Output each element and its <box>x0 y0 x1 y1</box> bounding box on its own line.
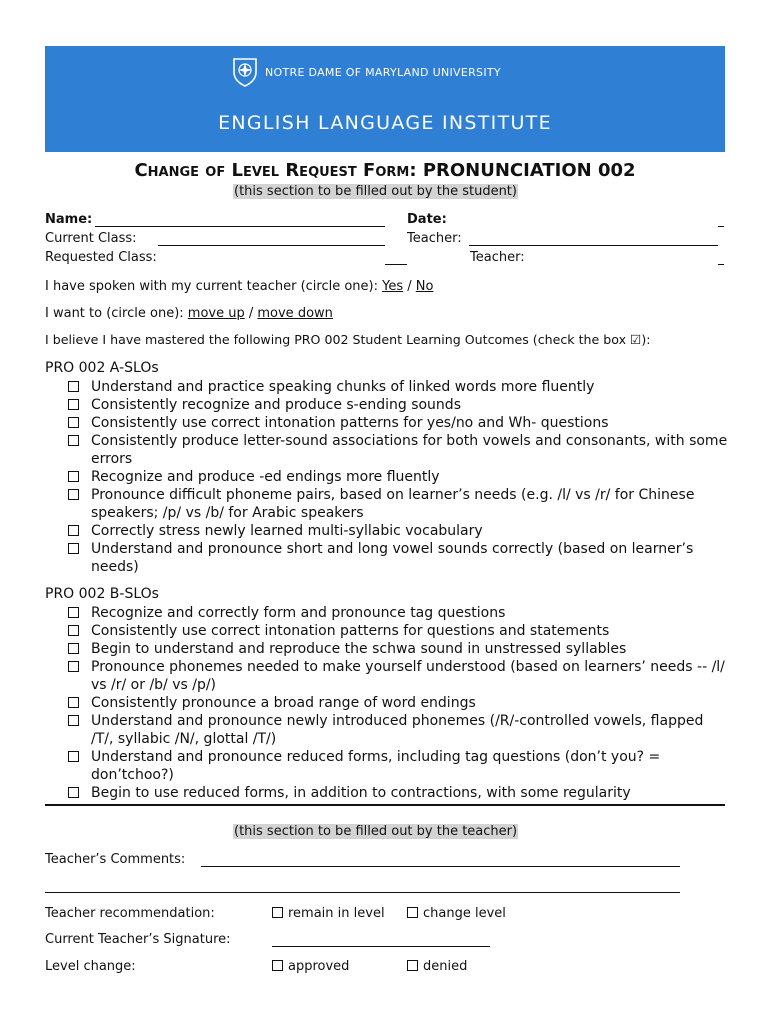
header-banner <box>45 46 725 152</box>
remain-in-level-option[interactable] <box>272 906 385 921</box>
spoken-separator: / <box>403 279 416 294</box>
slo-checkbox[interactable] <box>68 751 79 762</box>
slo-checkbox[interactable] <box>68 625 79 636</box>
slo-item <box>68 378 728 396</box>
name-label: Name: <box>45 212 93 227</box>
slo-text: Correctly stress newly learned multi-syllabic vocabulary <box>91 523 483 539</box>
slo-text: Begin to use reduced forms, in addition to contractions, with some regularity <box>91 785 631 801</box>
approved-checkbox[interactable] <box>272 960 283 971</box>
denied-option[interactable] <box>407 959 467 974</box>
slo-item <box>68 784 728 802</box>
move-separator: / <box>244 306 258 321</box>
level-change-label: Level change: <box>45 959 136 974</box>
yes-option[interactable]: Yes <box>382 279 404 294</box>
university-shield-icon <box>232 57 258 87</box>
slo-checkbox[interactable] <box>68 543 79 554</box>
date-field[interactable] <box>718 226 724 227</box>
slo-text: Recognize and correctly form and pronounce tag questions <box>91 605 506 621</box>
teacher-comments-label: Teacher’s Comments: <box>45 852 186 867</box>
a-slos-heading: PRO 002 A-SLOs <box>45 360 159 376</box>
slo-item <box>68 748 728 784</box>
slo-item <box>68 640 728 658</box>
teacher-field[interactable] <box>469 245 718 246</box>
slo-text: Recognize and produce -ed endings more fluently <box>91 469 440 485</box>
student-section-note: (this section to be filled out by the student) <box>234 184 517 199</box>
move-question-text: I want to (circle one): <box>45 306 188 321</box>
slo-checkbox[interactable] <box>68 661 79 672</box>
slo-checkbox[interactable] <box>68 715 79 726</box>
slo-text: Consistently produce letter-sound associations for both vowels and consonants, with some errors <box>91 433 728 467</box>
approved-option[interactable] <box>272 959 349 974</box>
slo-text: Consistently pronounce a broad range of word endings <box>91 695 476 711</box>
slo-checkbox[interactable] <box>68 399 79 410</box>
slo-checkbox[interactable] <box>68 607 79 618</box>
slo-item <box>68 432 728 468</box>
teacher-section-note: (this section to be filled out by the teacher) <box>234 824 518 839</box>
teacher-label: Teacher: <box>407 231 462 246</box>
slo-checkbox[interactable] <box>68 525 79 536</box>
recommendation-label: Teacher recommendation: <box>45 906 215 921</box>
slo-checkbox[interactable] <box>68 643 79 654</box>
slo-item <box>68 694 728 712</box>
approved-label: approved <box>288 959 350 974</box>
slo-checkbox[interactable] <box>68 381 79 392</box>
slo-text: Consistently recognize and produce s-ending sounds <box>91 397 461 413</box>
move-up-option[interactable]: move up <box>187 306 245 321</box>
slo-item <box>68 486 728 522</box>
remain-label: remain in level <box>288 906 385 921</box>
slo-checkbox[interactable] <box>68 787 79 798</box>
change-level-option[interactable] <box>407 906 506 921</box>
slo-text: Pronounce difficult phoneme pairs, based on learner’s needs (e.g. /l/ vs /r/ for Chinese speakers; /p/ vs /b/ for Arabic speakers <box>91 487 695 521</box>
slo-text: Consistently use correct intonation patterns for yes/no and Wh- questions <box>91 415 609 431</box>
spoken-question-text: I have spoken with my current teacher (circle one): <box>45 279 383 294</box>
move-question <box>45 306 333 321</box>
current-class-field[interactable] <box>158 245 385 246</box>
b-slos-list <box>68 604 728 802</box>
change-label: change level <box>423 906 506 921</box>
slo-text: Understand and practice speaking chunks of linked words more fluently <box>91 379 595 395</box>
signature-field[interactable] <box>272 946 490 947</box>
a-slos-list <box>68 378 728 576</box>
spoken-question <box>45 279 433 294</box>
form-title <box>0 160 770 181</box>
date-label: Date: <box>407 212 447 227</box>
slo-text: Understand and pronounce newly introduced phonemes (/R/-controlled vowels, flapped /T/, syllabic /N/, glottal /T/) <box>91 713 704 747</box>
denied-checkbox[interactable] <box>407 960 418 971</box>
slo-text: Understand and pronounce reduced forms, including tag questions (don’t you? = don’tchoo?) <box>91 749 661 783</box>
university-name: NOTRE DAME OF MARYLAND UNIVERSITY <box>265 66 501 79</box>
slo-checkbox[interactable] <box>68 417 79 428</box>
slo-text: Consistently use correct intonation patterns for questions and statements <box>91 623 610 639</box>
form-title-subject: : PRONUNCIATION 002 <box>409 160 636 181</box>
slo-text: Begin to understand and reproduce the schwa sound in unstressed syllables <box>91 641 627 657</box>
name-field[interactable] <box>95 226 385 227</box>
slo-item <box>68 712 728 748</box>
slo-item <box>68 468 728 486</box>
teacher2-label: Teacher: <box>470 250 525 265</box>
teacher-comments-field[interactable] <box>201 866 680 867</box>
slo-text: Understand and pronounce short and long vowel sounds correctly (based on learner’s needs) <box>91 541 694 575</box>
no-option[interactable]: No <box>415 279 434 294</box>
institute-name: ENGLISH LANGUAGE INSTITUTE <box>218 112 552 134</box>
requested-class-label: Requested Class: <box>45 250 157 265</box>
teacher2-field[interactable] <box>718 264 724 265</box>
move-down-option[interactable]: move down <box>257 306 333 321</box>
slo-item <box>68 414 728 432</box>
slo-checkbox[interactable] <box>68 697 79 708</box>
slo-text: Pronounce phonemes needed to make yourself understood (based on learners’ needs -- /l/ vs /r/ or /b/ vs /p/) <box>91 659 725 693</box>
remain-checkbox[interactable] <box>272 907 283 918</box>
slo-item <box>68 540 728 576</box>
signature-label: Current Teacher’s Signature: <box>45 932 231 947</box>
slo-checkbox[interactable] <box>68 435 79 446</box>
change-checkbox[interactable] <box>407 907 418 918</box>
slo-item <box>68 604 728 622</box>
slo-item <box>68 622 728 640</box>
slo-checkbox[interactable] <box>68 489 79 500</box>
slo-item <box>68 396 728 414</box>
slo-item <box>68 522 728 540</box>
requested-class-field[interactable] <box>385 264 407 265</box>
slo-item <box>68 658 728 694</box>
mastery-statement: I believe I have mastered the following PRO 002 Student Learning Outcomes (check the box ☑): <box>45 332 651 347</box>
denied-label: denied <box>423 959 468 974</box>
section-divider <box>45 804 725 806</box>
b-slos-heading: PRO 002 B-SLOs <box>45 586 159 602</box>
teacher-comments-field-2[interactable] <box>45 892 680 893</box>
form-title-main: Change of Level Request Form <box>134 160 410 181</box>
slo-checkbox[interactable] <box>68 471 79 482</box>
current-class-label: Current Class: <box>45 231 137 246</box>
